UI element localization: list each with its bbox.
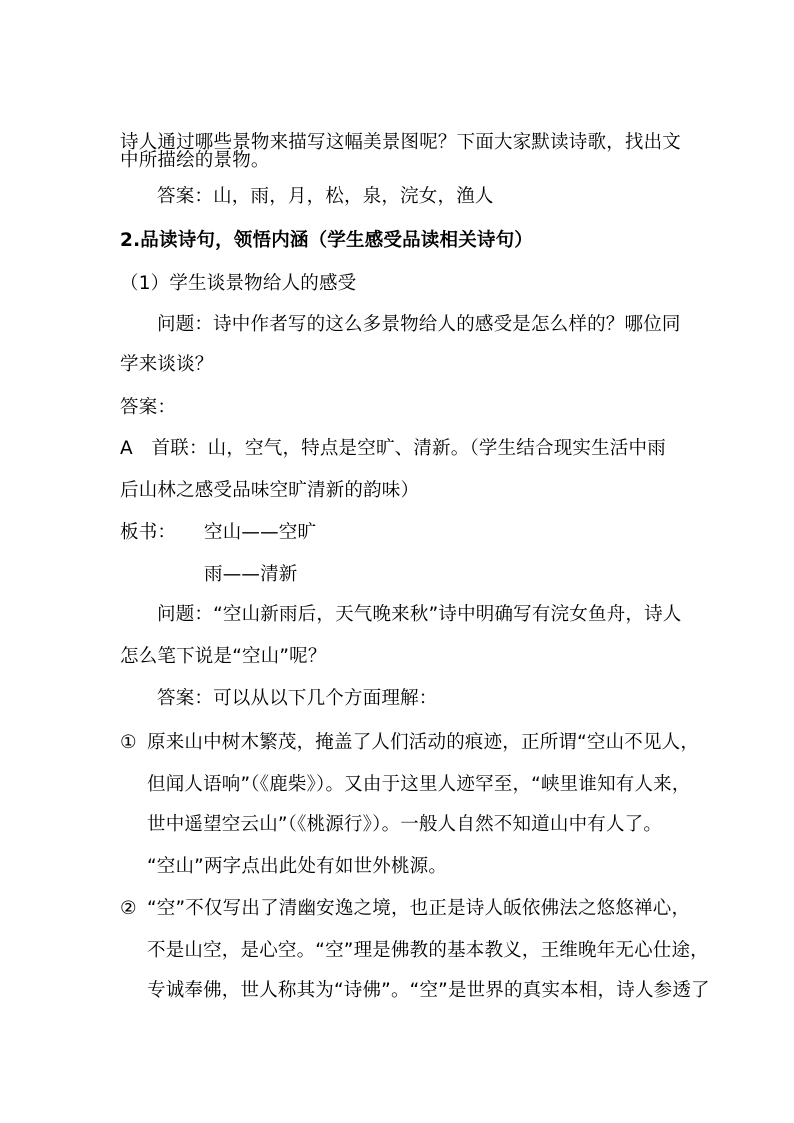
answer-line: 后山林之感受品味空旷清新的韵味） — [120, 480, 420, 501]
list-item-line: 不是山空，是心空。“空”理是佛教的基本教义，王维晚年无心仕途， — [147, 940, 709, 961]
list-number: ① — [120, 732, 137, 753]
paragraph-line: 中所描绘的景物。 — [120, 150, 270, 171]
answer-line: A 首联：山，空气，特点是空旷、清新。（学生结合现实生活中雨 — [120, 438, 666, 459]
question-line: 问题：诗中作者写的这么多景物给人的感受是怎么样的？哪位同 — [157, 314, 681, 335]
question-line: 怎么笔下说是“空山”呢？ — [120, 646, 327, 667]
list-item-line: 世中遥望空云山”（《桃源行》）。一般人自然不知道山中有人了。 — [147, 814, 663, 835]
paragraph-line: 诗人通过哪些景物来描写这幅美景图呢？下面大家默读诗歌，找出文 — [120, 132, 682, 153]
question-line: 学来谈谈？ — [120, 354, 214, 375]
board-item: 雨——清新 — [204, 564, 298, 585]
list-item-line: “空山”两字点出此处有如世外桃源。 — [147, 856, 448, 877]
list-number: ② — [120, 898, 137, 919]
answer-label: 答案： — [120, 397, 177, 418]
list-item-line: 原来山中树木繁茂，掩盖了人们活动的痕迹，正所谓“空山不见人， — [147, 732, 700, 753]
subsection-heading: （1）学生谈景物给人的感受 — [120, 273, 357, 294]
list-item-line: 但闻人语响”（《鹿柴》）。又由于这里人迹罕至，“峡里谁知有人来， — [147, 774, 691, 795]
answer-line: 答案：山，雨，月，松，泉，浣女，渔人 — [157, 186, 494, 207]
list-item-line: 专诚奉佛，世人称其为“诗佛”。“空”是世界的真实本相，诗人参透了 — [147, 980, 710, 1001]
question-line: 问题：“空山新雨后，天气晚来秋”诗中明确写有浣女鱼舟，诗人 — [157, 604, 682, 625]
board-item: 空山——空旷 — [204, 522, 317, 543]
list-item-line: “空”不仅写出了清幽安逸之境，也正是诗人皈依佛法之悠悠禅心， — [147, 898, 691, 919]
answer-line: 答案：可以从以下几个方面理解： — [157, 688, 438, 709]
board-label: 板书： — [120, 522, 177, 543]
section-heading: 2.品读诗句，领悟内涵（学生感受品读相关诗句） — [120, 230, 534, 251]
